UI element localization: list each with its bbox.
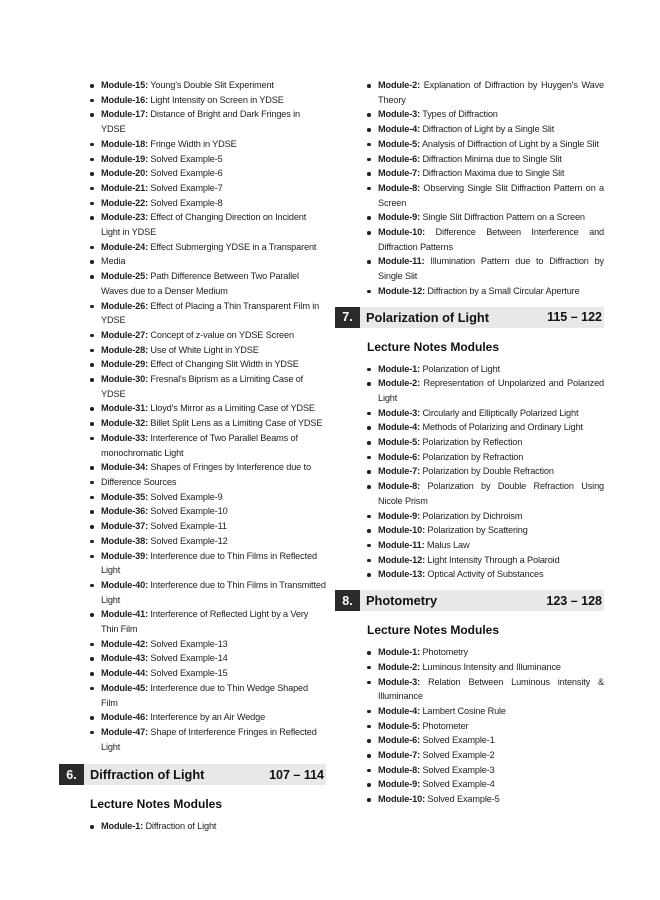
module-label: Module-39:: [101, 550, 148, 561]
module-label: Module-41:: [101, 609, 148, 620]
list-item: [89, 651, 326, 666]
module-text: Polarization of Light: [422, 363, 500, 374]
module-text: Photometer: [422, 720, 469, 731]
module-text: Interference by an Air Wedge: [150, 712, 266, 723]
module-text: Malus Law: [426, 539, 470, 550]
module-label: Module-12:: [378, 554, 425, 565]
module-text: Fringe Width in YDSE: [150, 138, 237, 149]
module-text: Polarization by Reflection: [422, 437, 523, 448]
module-text: Light Intensity on Screen in YDSE: [150, 94, 284, 105]
list-item: [366, 748, 604, 763]
module-text: Diffraction of Light: [145, 821, 217, 832]
chapter-title: Diffraction of Light: [90, 767, 205, 783]
list-item: [89, 152, 326, 167]
module-label: Module-11:: [378, 539, 425, 550]
module-text: Fresnal's Biprism as a Limiting Case of YDSE: [101, 374, 304, 399]
module-label: Module-11:: [378, 256, 425, 267]
module-label: Module-32:: [101, 418, 148, 429]
list-item: [89, 166, 326, 181]
list-item: [366, 675, 604, 704]
module-label: Module-40:: [101, 579, 148, 590]
left-column: [66, 78, 326, 834]
module-label: Module-7:: [378, 750, 421, 761]
module-text: Solved Example-12: [150, 535, 228, 546]
list-item: [89, 269, 326, 298]
module-text: Relation Between Luminous intensity & Illuminance: [378, 676, 605, 702]
module-text: Observing Single Slit Diffraction Pattern on a Screen: [378, 182, 605, 208]
module-text: Difference Sources: [101, 476, 177, 487]
module-text: Explanation of Diffraction by Huygen's Wave Theory: [378, 80, 604, 105]
module-label: Module-6:: [378, 735, 421, 746]
module-text: Polarization by Refraction: [422, 451, 524, 462]
module-label: Module-10:: [378, 794, 425, 805]
module-text: Young's Double Slit Experiment: [150, 80, 274, 90]
module-label: Module-18:: [101, 138, 148, 149]
module-label: Module-19:: [101, 153, 148, 164]
module-text: Solved Example-2: [422, 750, 495, 761]
list-item: [89, 254, 326, 269]
module-text: Interference due to Thin Films in Transmitted Light: [101, 579, 326, 605]
chapter-number: 6.: [59, 764, 84, 785]
list-item: [366, 210, 604, 225]
list-item: [366, 406, 604, 421]
module-text: Illumination Pattern due to Diffraction by Single Slit: [378, 256, 604, 282]
module-text: Interference due to Thin Wedge Shaped Film: [101, 682, 308, 708]
module-label: Module-27:: [101, 329, 148, 340]
list-item: [89, 475, 326, 490]
module-label: Module-7:: [378, 466, 421, 477]
module-label: Module-44:: [101, 668, 148, 679]
module-text: Shapes of Fringes by Interference due to: [150, 462, 311, 473]
list-item: [366, 479, 604, 508]
module-text: Solved Example-3: [422, 764, 495, 775]
list-item: [89, 710, 326, 725]
module-text: Polarization by Dichroism: [422, 510, 523, 521]
list-item: [89, 490, 326, 505]
module-list: [89, 819, 326, 834]
list-item: [89, 343, 326, 358]
chapter-number: 7.: [335, 307, 360, 328]
list-item: [366, 152, 604, 167]
module-label: Module-42:: [101, 638, 148, 649]
chapter-pages: 107 – 114: [269, 767, 324, 782]
module-label: Module-36:: [101, 506, 148, 517]
chapter-7-header: [335, 307, 604, 328]
chapter-pages: 115 – 122: [547, 310, 602, 325]
module-text: Diffraction by a Small Circular Aperture: [427, 285, 580, 296]
module-label: Module-12:: [378, 285, 425, 296]
module-text: Difference Between Interference and Diffraction Patterns: [378, 227, 604, 252]
chapter-8-header: [335, 590, 604, 611]
module-text: Diffraction Minima due to Single Slit: [422, 153, 562, 164]
list-item: [366, 763, 604, 778]
module-text: Solved Example-14: [150, 653, 228, 664]
list-item: [89, 666, 326, 681]
module-label: Module-4:: [378, 124, 421, 135]
list-item: [89, 460, 326, 475]
lecture-notes-heading: Lecture Notes Modules: [367, 339, 500, 354]
module-text: Single Slit Diffraction Pattern on a Screen: [422, 212, 585, 223]
list-item: [366, 538, 604, 553]
module-label: Module-3:: [378, 109, 421, 120]
list-item: [366, 284, 604, 299]
module-list: [366, 78, 604, 299]
list-item: [366, 107, 604, 122]
module-label: Module-34:: [101, 462, 148, 473]
list-item: [89, 681, 326, 710]
module-label: Module-24:: [101, 241, 148, 252]
module-text: Polarization by Scattering: [427, 525, 528, 536]
module-label: Module-25:: [101, 271, 148, 282]
module-label: Module-2:: [378, 80, 421, 90]
list-item: [89, 819, 326, 834]
list-item: [89, 637, 326, 652]
list-item: [366, 660, 604, 675]
list-item: [89, 181, 326, 196]
module-text: Effect of Changing Direction on Incident Light in YDSE: [101, 212, 307, 238]
module-label: Module-9:: [378, 510, 421, 521]
module-label: Module-5:: [378, 720, 421, 731]
module-label: Module-35:: [101, 491, 148, 502]
list-item: [89, 372, 326, 401]
list-item: [89, 401, 326, 416]
list-item: [89, 93, 326, 108]
module-label: Module-47:: [101, 726, 148, 737]
module-text: Solved Example-8: [150, 197, 223, 208]
list-item: [89, 534, 326, 549]
module-label: Module-8:: [378, 182, 421, 193]
module-label: Module-15:: [101, 80, 148, 90]
list-item: [366, 567, 604, 582]
module-label: Module-7:: [378, 168, 421, 179]
module-text: Interference of Two Parallel Beams of monochromatic Light: [101, 432, 298, 458]
module-text: Polarization by Double Refraction: [422, 466, 554, 477]
module-text: Light Intensity Through a Polaroid: [427, 554, 560, 565]
module-label: Module-22:: [101, 197, 148, 208]
list-item: [366, 78, 604, 107]
module-text: Interference due to Thin Films in Reflected Light: [101, 550, 317, 576]
module-label: Module-43:: [101, 653, 148, 664]
list-item: [89, 519, 326, 534]
module-text: Path Difference Between Two Parallel Waves due to a Denser Medium: [101, 271, 299, 296]
list-item: [89, 431, 326, 460]
list-item: [366, 137, 604, 152]
module-text: Optical Activity of Substances: [427, 569, 544, 580]
module-list: [366, 645, 604, 807]
module-text: Effect of Changing Slit Width in YDSE: [150, 359, 299, 370]
module-label: Module-30:: [101, 374, 148, 385]
list-item: [89, 78, 326, 93]
module-label: Module-46:: [101, 712, 148, 723]
list-item: [89, 328, 326, 343]
list-item: [89, 107, 326, 136]
list-item: [366, 464, 604, 479]
module-label: Module-8:: [378, 481, 421, 492]
module-label: Module-10:: [378, 227, 425, 238]
module-label: Module-8:: [378, 764, 421, 775]
module-text: Use of White Light in YDSE: [150, 344, 259, 355]
list-item: [89, 578, 326, 607]
list-item: [366, 553, 604, 568]
module-text: Solved Example-10: [150, 506, 228, 517]
chapter-6-header: [59, 764, 326, 785]
module-label: Module-1:: [378, 363, 421, 374]
module-text: Luminous Intensity and Illuminance: [422, 661, 561, 672]
module-text: Solved Example-5: [150, 153, 223, 164]
module-label: Module-13:: [378, 569, 425, 580]
chapter-number: 8.: [335, 590, 360, 611]
list-item: [89, 137, 326, 152]
module-list: [366, 362, 604, 583]
module-text: Effect of Placing a Thin Transparent Film in YDSE: [101, 300, 320, 326]
list-item: [366, 362, 604, 377]
module-label: Module-16:: [101, 94, 148, 105]
list-item: [366, 181, 604, 210]
module-text: Shape of Interference Fringes in Reflected Light: [101, 726, 317, 752]
module-text: Billet Split Lens as a Limiting Case of YDSE: [150, 418, 323, 429]
list-item: [89, 607, 326, 636]
module-label: Module-17:: [101, 109, 148, 120]
module-label: Module-10:: [378, 525, 425, 536]
module-text: Lambert Cosine Rule: [422, 705, 506, 716]
module-label: Module-1:: [378, 647, 421, 658]
list-item: [366, 719, 604, 734]
module-text: Concept of z-value on YDSE Screen: [150, 329, 294, 340]
lecture-notes-heading: Lecture Notes Modules: [90, 797, 223, 812]
module-text: Polarization by Double Refraction Using Nicole Prism: [378, 481, 604, 506]
lecture-notes-heading: Lecture Notes Modules: [367, 623, 500, 638]
module-label: Module-45:: [101, 682, 148, 693]
list-item: [366, 792, 604, 807]
module-text: Solved Example-15: [150, 668, 228, 679]
module-label: Module-2:: [378, 378, 421, 389]
list-item: [89, 240, 326, 255]
module-text: Solved Example-4: [422, 779, 495, 790]
module-label: Module-1:: [101, 821, 144, 832]
module-label: Module-5:: [378, 437, 421, 448]
module-text: Analysis of Diffraction of Light by a Single Slit: [421, 138, 599, 149]
module-label: Module-9:: [378, 212, 421, 223]
list-item: [366, 435, 604, 450]
module-label: Module-38:: [101, 535, 148, 546]
list-item: [89, 196, 326, 211]
list-item: [89, 299, 326, 328]
module-list: [89, 78, 326, 754]
module-label: Module-26:: [101, 300, 148, 311]
list-item: [366, 225, 604, 254]
list-item: [366, 523, 604, 538]
list-item: [366, 509, 604, 524]
list-item: [89, 504, 326, 519]
module-label: Module-33:: [101, 432, 148, 443]
module-label: Module-9:: [378, 779, 421, 790]
module-label: Module-6:: [378, 451, 421, 462]
module-label: Module-2:: [378, 661, 421, 672]
module-text: Solved Example-6: [150, 168, 223, 179]
module-label: Module-29:: [101, 359, 148, 370]
module-text: Solved Example-11: [150, 521, 227, 532]
chapter-title: Photometry: [366, 593, 438, 609]
module-text: Effect Submerging YDSE in a Transparent: [150, 241, 317, 252]
module-label: Module-28:: [101, 344, 148, 355]
list-item: [366, 704, 604, 719]
list-item: [89, 549, 326, 578]
list-item: [366, 376, 604, 405]
module-text: Photometry: [422, 647, 468, 658]
module-text: Types of Diffraction: [422, 109, 498, 120]
module-label: Module-20:: [101, 168, 148, 179]
list-item: [89, 725, 326, 754]
list-item: [366, 122, 604, 137]
module-text: Diffraction of Light by a Single Slit: [422, 124, 555, 135]
list-item: [366, 254, 604, 283]
module-label: Module-6:: [378, 153, 421, 164]
module-label: Module-4:: [378, 705, 421, 716]
list-item: [366, 166, 604, 181]
module-text: Solved Example-9: [150, 491, 223, 502]
module-text: Representation of Unpolarized and Polarized Light: [378, 378, 604, 403]
chapter-title: Polarization of Light: [366, 309, 489, 325]
list-item: [89, 416, 326, 431]
module-text: Circularly and Elliptically Polarized Light: [422, 407, 579, 418]
list-item: [366, 450, 604, 465]
module-label: Module-3:: [378, 676, 421, 687]
module-label: Module-23:: [101, 212, 148, 223]
module-label: Module-21:: [101, 182, 148, 193]
list-item: [366, 420, 604, 435]
module-label: Module-5:: [378, 138, 421, 149]
module-text: Interference of Reflected Light by a Very Thin Film: [101, 609, 309, 635]
module-text: Solved Example-5: [427, 794, 500, 805]
module-text: Diffraction Maxima due to Single Slit: [422, 168, 565, 179]
module-label: Module-37:: [101, 521, 148, 532]
module-text: Media: [101, 256, 126, 267]
list-item: [366, 777, 604, 792]
list-item: [89, 210, 326, 239]
list-item: [366, 645, 604, 660]
module-label: Module-31:: [101, 403, 148, 414]
list-item: [366, 733, 604, 748]
module-text: Distance of Bright and Dark Fringes in YDSE: [101, 109, 300, 135]
chapter-pages: 123 – 128: [546, 593, 602, 608]
module-text: Methods of Polarizing and Ordinary Light: [422, 422, 583, 433]
module-text: Lloyd's Mirror as a Limiting Case of YDSE: [150, 403, 315, 414]
module-text: Solved Example-7: [150, 182, 223, 193]
right-column: [342, 78, 605, 807]
module-text: Solved Example-13: [150, 638, 228, 649]
module-label: Module-3:: [378, 407, 421, 418]
list-item: [89, 357, 326, 372]
module-label: Module-4:: [378, 422, 421, 433]
module-text: Solved Example-1: [422, 735, 495, 746]
